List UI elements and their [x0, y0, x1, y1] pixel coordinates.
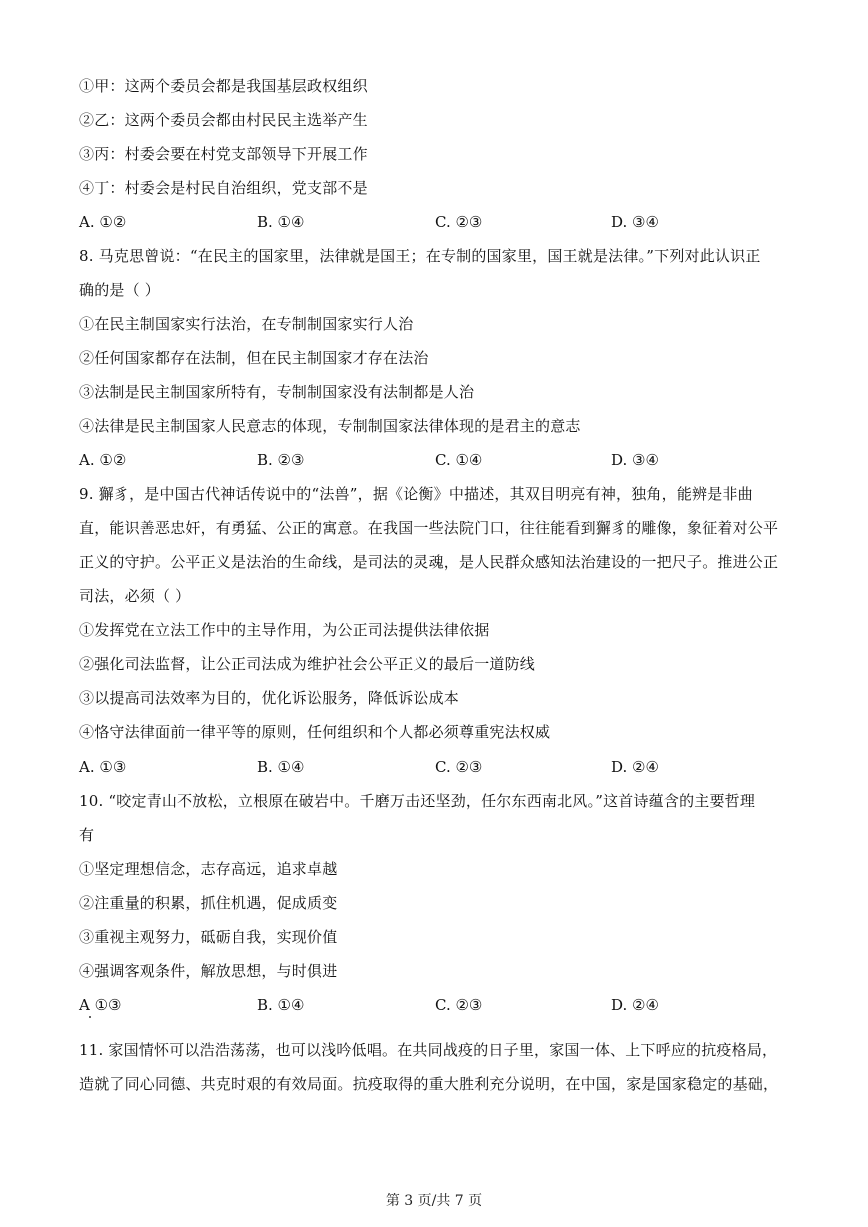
q9-stem-line-1: 9. 獬豸，是中国古代神话传说中的“法兽”，据《论衡》中描述，其双目明亮有神，独角，能辨是非曲: [79, 485, 753, 503]
q10-statement-2: ②注重量的积累，抓住机遇，促成质变: [79, 894, 338, 912]
q7-statement-4: ④丁：村委会是村民自治组织，党支部不是: [79, 179, 368, 197]
q8-stem-line-1: 8. 马克思曾说：“在民主的国家里，法律就是国王；在专制的国家里，国王就是法律。”下列对此认识正: [79, 247, 761, 265]
q8-option-b: B. ②③: [257, 451, 305, 469]
q10-option-d: D. ②④: [611, 996, 659, 1014]
q9-statement-2: ②强化司法监督，让公正司法成为维护社会公平正义的最后一道防线: [79, 655, 536, 673]
q9-statement-3: ③以提高司法效率为目的，优化诉讼服务，降低诉讼成本: [79, 689, 460, 707]
q7-statement-3: ③丙：村委会要在村党支部领导下开展工作: [79, 145, 368, 163]
q10-stem-line-1: 10. “咬定青山不放松，立根原在破岩中。千磨万击还坚劲，任尔东西南北风。”这首诗蕴含的主要哲理: [79, 792, 756, 810]
q10-option-b: B. ①④: [257, 996, 305, 1014]
q8-stem-line-2: 确的是（ ）: [79, 281, 160, 299]
q9-option-d: D. ②④: [611, 758, 659, 776]
q7-option-b: B. ①④: [257, 213, 305, 231]
q7-option-c: C. ②③: [435, 213, 483, 231]
q10-statement-3: ③重视主观努力，砥砺自我，实现价值: [79, 928, 338, 946]
q9-option-c: C. ②③: [435, 758, 483, 776]
q11-stem-line-2: 造就了同心同德、共克时艰的有效局面。抗疫取得的重大胜利充分说明，在中国，家是国家稳定的基础，: [79, 1075, 779, 1093]
q9-option-a: A. ①③: [79, 758, 127, 776]
q7-statement-2: ②乙：这两个委员会都由村民民主选举产生: [79, 111, 368, 129]
q10-statement-1: ①坚定理想信念，志存高远，追求卓越: [79, 860, 338, 878]
q9-options: [79, 757, 799, 777]
q8-statement-2: ②任何国家都存在法制，但在民主制国家才存在法治: [79, 349, 429, 367]
q8-statement-4: ④法律是民主制国家人民意志的体现，专制制国家法律体现的是君主的意志: [79, 417, 581, 435]
q8-option-c: C. ①④: [435, 451, 483, 469]
q11-stem-line-1: 11. 家国情怀可以浩浩荡荡，也可以浅吟低唱。在共同战疫的日子里，家国一体、上下呼应的抗疫格局，: [79, 1041, 778, 1059]
q8-options: [79, 450, 799, 470]
q10-stem-line-2: 有: [79, 826, 95, 844]
q7-statement-1: ①甲：这两个委员会都是我国基层政权组织: [79, 77, 368, 95]
q7-option-d: D. ③④: [611, 213, 659, 231]
q8-option-d: D. ③④: [611, 451, 659, 469]
print-dot-mark: [89, 1016, 91, 1018]
q9-statement-1: ①发挥党在立法工作中的主导作用，为公正司法提供法律依据: [79, 621, 490, 639]
q9-statement-4: ④恪守法律面前一律平等的原则，任何组织和个人都必须尊重宪法权威: [79, 723, 551, 741]
q8-statement-1: ①在民主制国家实行法治，在专制制国家实行人治: [79, 315, 414, 333]
q10-option-a: A ①③: [79, 996, 122, 1014]
q10-option-c: C. ②③: [435, 996, 483, 1014]
page-number-footer: 第 3 页/共 7 页: [385, 1193, 483, 1209]
q9-stem-line-4: 司法，必须（ ）: [79, 587, 191, 605]
q10-options: [79, 995, 799, 1015]
q9-option-b: B. ①④: [257, 758, 305, 776]
q9-stem-line-3: 正义的守护。公平正义是法治的生命线，是司法的灵魂，是人民群众感知法治建设的一把尺子。推进公正: [79, 553, 779, 571]
q8-statement-3: ③法制是民主制国家所特有，专制制国家没有法制都是人治: [79, 383, 475, 401]
q9-stem-line-2: 直，能识善恶忠奸，有勇猛、公正的寓意。在我国一些法院门口，往往能看到獬豸的雕像，象征着对公平: [79, 519, 779, 537]
q10-statement-4: ④强调客观条件，解放思想，与时俱进: [79, 962, 338, 980]
q7-options: [79, 212, 799, 232]
q8-option-a: A. ①②: [79, 451, 127, 469]
q7-option-a: A. ①②: [79, 213, 127, 231]
